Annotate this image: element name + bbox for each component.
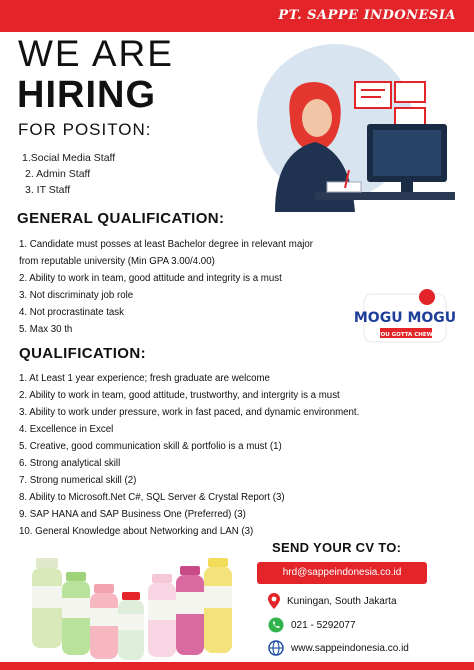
list-item: 8. Ability to Microsoft.Net C#, SQL Server & Crystal Report (3) [19,492,285,503]
general-qualification-heading: GENERAL QUALIFICATION: [17,210,225,227]
list-item: 7. Strong numerical skill (2) [19,475,137,486]
send-cv-heading: SEND YOUR CV TO: [272,540,402,555]
list-item: 3. Ability to work under pressure, work in fast paced, and dynamic environment. [19,407,360,418]
list-item: 2. Ability to work in team, good attitude, trustworthy, and intergrity is a must [19,390,340,401]
positions-list [22,150,115,198]
list-item: 10. General Knowledge about Networking and LAN (3) [19,526,254,537]
globe-icon [268,640,284,656]
phone-row [268,617,356,633]
bottom-red-band [0,662,474,670]
position-item: 3. IT Staff [25,184,71,196]
company-name: PT. SAPPE INDONESIA [278,8,456,23]
general-qualification-list [19,236,313,338]
product-bottles-image [28,548,243,662]
position-item: 2. Admin Staff [25,168,91,180]
list-item: 1. Candidate must posses at least Bachelor degree in relevant major [19,239,314,250]
title-hiring: HIRING [17,74,156,116]
list-item: from reputable university (Min GPA 3.00/4.00) [19,256,215,267]
email-link[interactable]: hrd@sappeindonesia.co.id [257,562,427,584]
list-item: 1. At Least 1 year experience; fresh graduate are welcome [19,373,270,384]
list-item: 4. Not procrastinate task [19,307,124,318]
list-item: 6. Strong analytical skill [19,458,121,469]
title-we-are: WE ARE [18,33,174,74]
location-row [268,593,397,609]
position-item: 1.Social Media Staff [22,152,116,164]
list-item: 5. Max 30 th [19,324,73,335]
list-item: 9. SAP HANA and SAP Business One (Preferred) (3) [19,509,246,520]
logo-name: MOGU MOGU [353,310,457,326]
list-item: 2. Ability to work in team, good attitude and integrity is a must [19,273,282,284]
logo-tagline: YOU GOTTA CHEW! [376,332,436,338]
website-link[interactable]: www.sappeindonesia.co.id [291,642,409,654]
office-worker-illustration [255,42,455,212]
mogu-mogu-logo [353,288,457,348]
website-row [268,640,409,656]
qualification-list [19,370,359,540]
phone-icon [268,617,284,633]
list-item: 4. Excellence in Excel [19,424,114,435]
location-pin-icon [268,593,280,609]
list-item: 5. Creative, good communication skill & portfolio is a must (1) [19,441,282,452]
phone-text: 021 - 5292077 [291,619,356,631]
list-item: 3. Not discriminaty job role [19,290,134,301]
location-text: Kuningan, South Jakarta [287,595,397,607]
title-for-position: FOR POSITON: [18,120,152,139]
qualification-heading: QUALIFICATION: [19,345,146,362]
